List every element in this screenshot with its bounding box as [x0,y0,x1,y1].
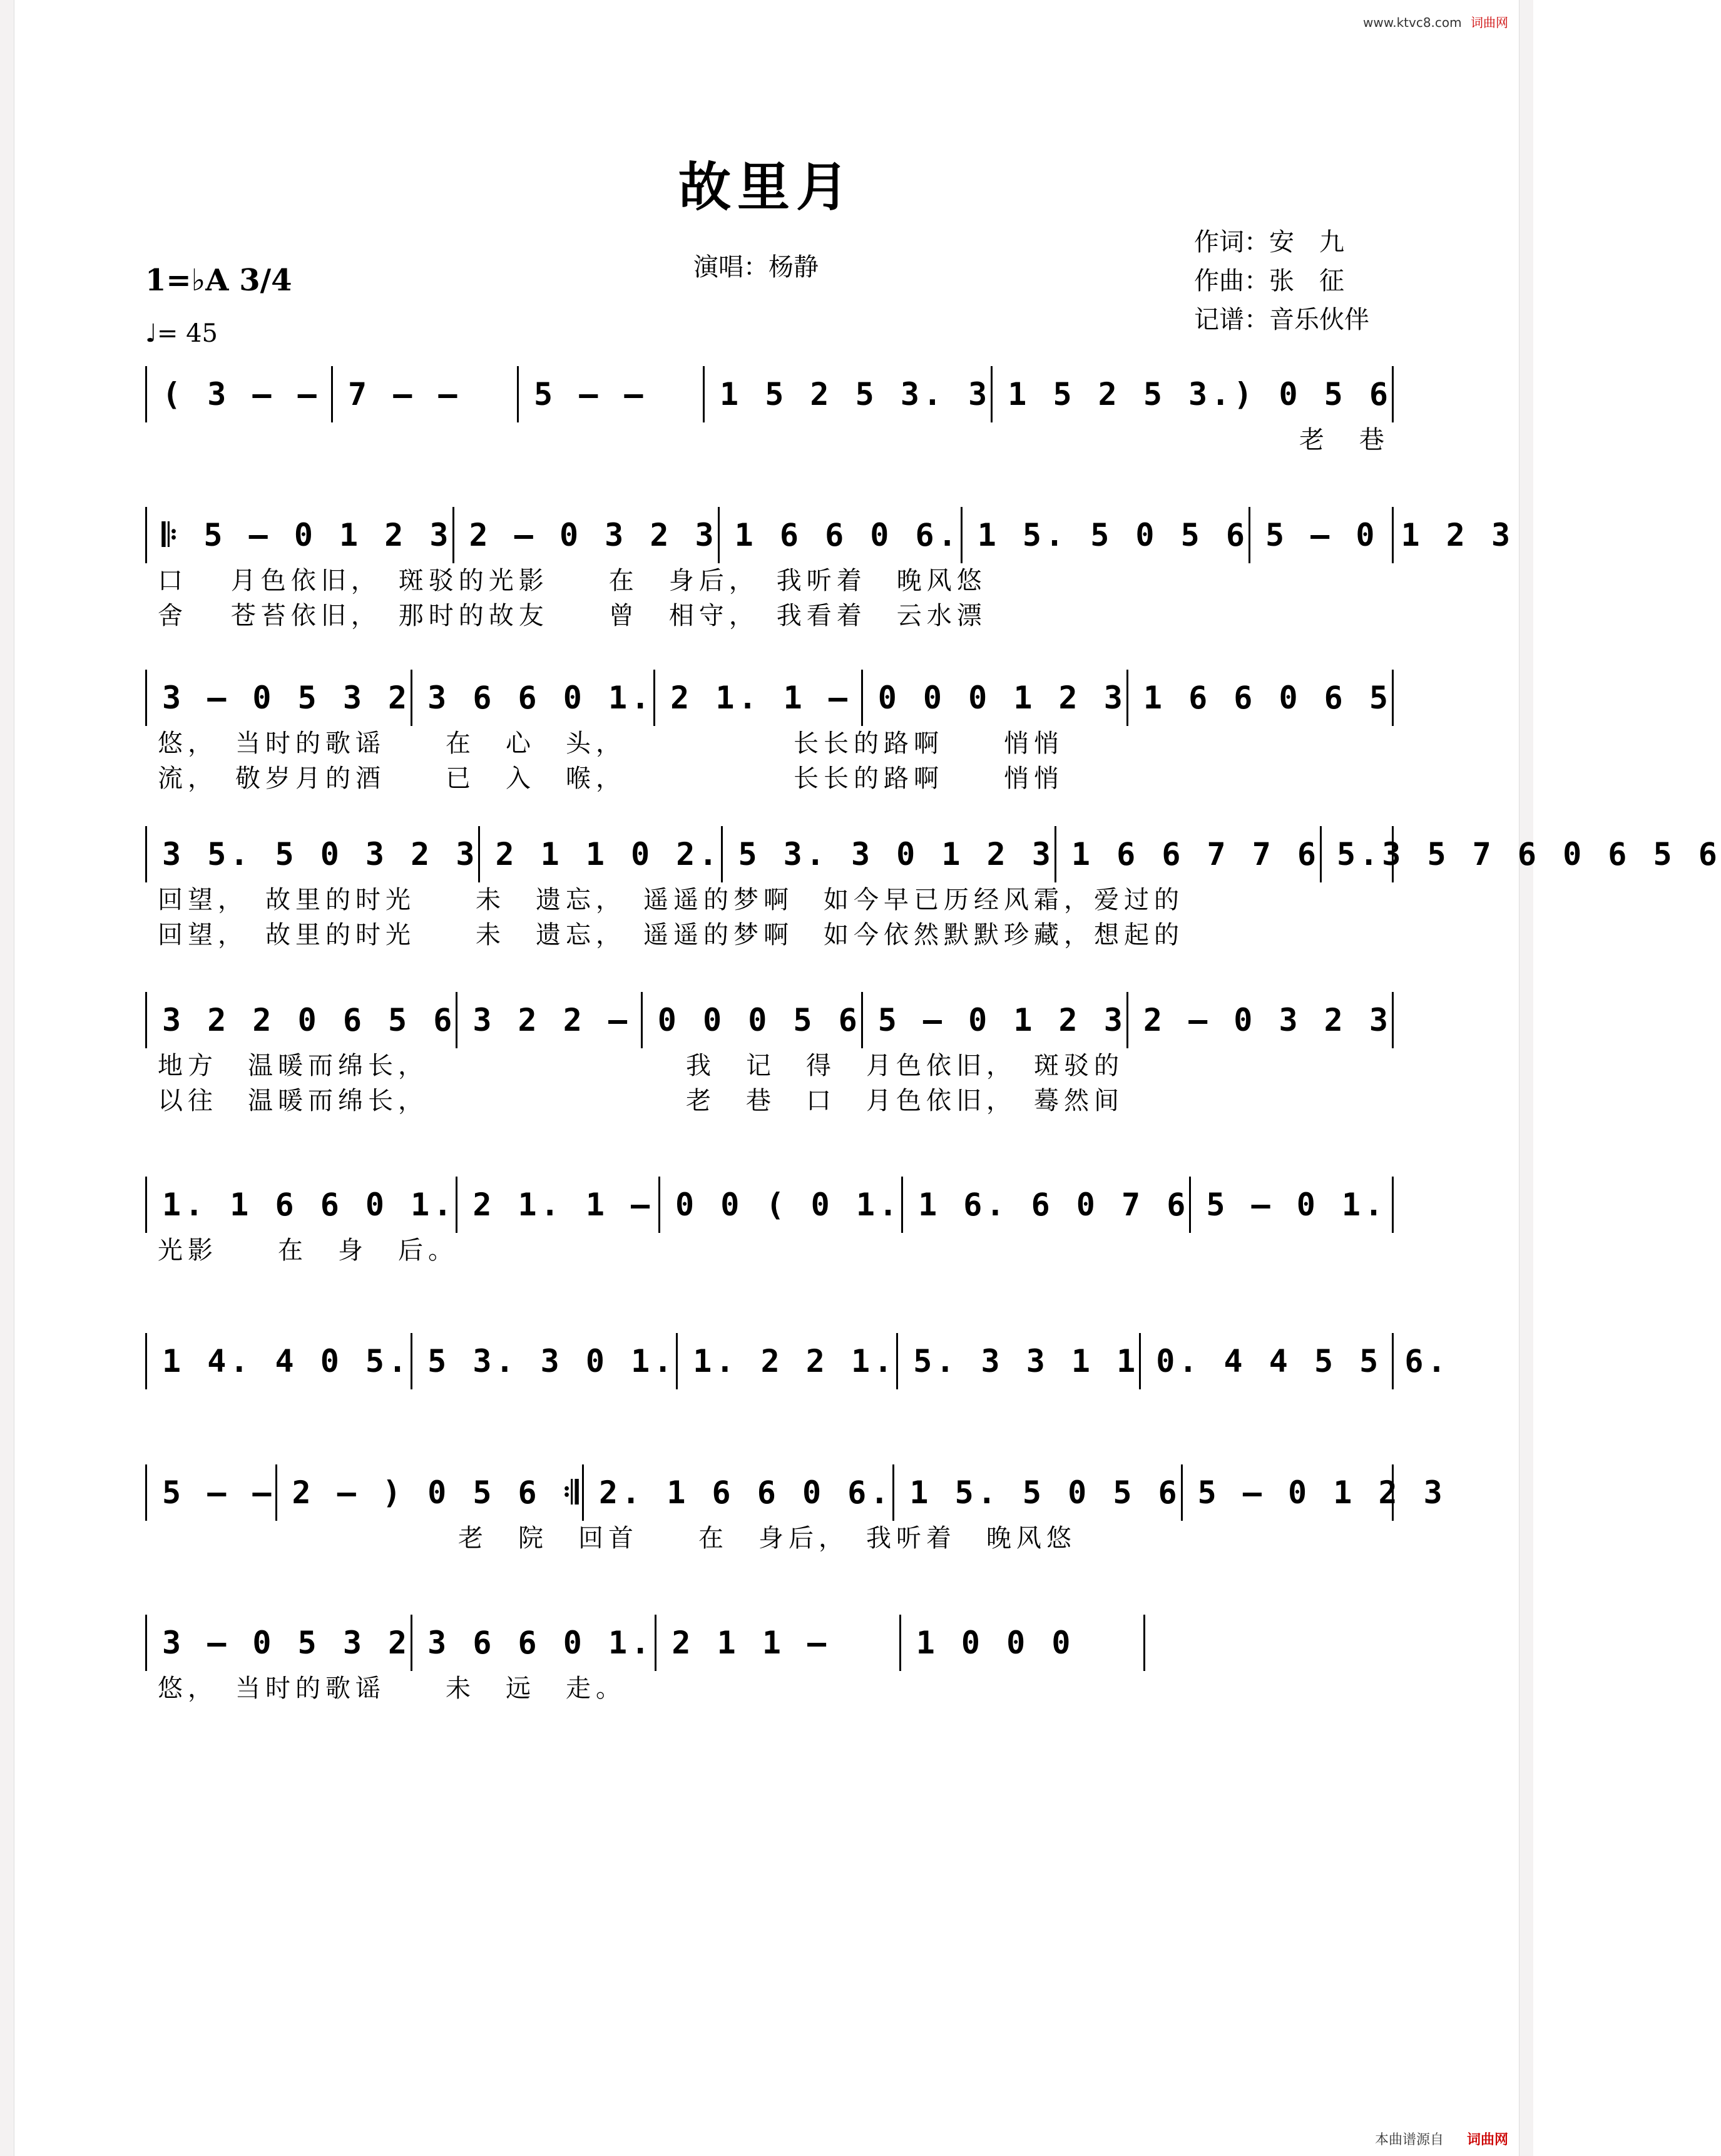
measure: 1 6 6 7 7 6 [1056,826,1322,882]
measure: 5 3. 3 0 1 2 3 [723,826,1056,882]
measure: 0 0 0 1 2 3 [863,670,1128,726]
site-brand-bottom: 词曲网 [1466,2132,1508,2148]
lyric-line: 口 月色依旧， 斑驳的光影 在 身后， 我听着 晚风悠 [158,566,987,595]
lyric-line: 老 巷 [158,426,1389,454]
notes-row [145,1464,1446,1521]
measure: 1 6 6 0 6. [720,507,963,563]
lyric-line: 舍 苍苔依旧， 那时的故友 曾 相守， 我看着 云水漂 [158,601,987,630]
song-title: 故里月 [678,156,855,218]
measure: 2. 1 6 6 0 6. [584,1464,894,1521]
score-system-6 [145,1177,1394,1268]
measure: 5.3 5 7 6 0 6 5 6 [1337,836,1721,872]
measure: 1 0 0 0 [916,1625,1075,1661]
measure: 3 2 2 0 6 5 6 [147,992,457,1048]
measure: 2 1. 1 – [655,670,863,726]
measure: 5 – 0 1 2 3 [1265,517,1514,553]
measure: 1. 1 6 6 0 1. [147,1177,457,1233]
lyric-line: 悠， 当时的歌谣 在 心 头， 长长的路啊 悄悄 [158,729,1064,758]
credits-block [1194,223,1369,339]
site-brand: 词曲网 [1471,15,1508,30]
notes-row [145,1177,1394,1233]
lyric-line: 以往 温暖而绵长， 老 巷 口 月色依旧， 蓦然间 [158,1086,1124,1115]
notes-row [145,826,1721,882]
lyric-line [145,1389,1394,1424]
measure: 3 2 2 – [457,992,642,1048]
measure: 1 6. 6 0 7 6 [903,1177,1191,1233]
score-system-9 [145,1615,1145,1706]
score-system-3 [145,670,1394,796]
score-system-1 [145,366,1394,457]
score-system-4 [145,826,1721,953]
notes-row [145,670,1394,726]
measure: 1 5. 5 0 5 6 [963,507,1250,563]
measure: 1. 2 2 1. [678,1333,898,1389]
measure: 5 – – [519,366,705,422]
left-margin-strip [0,0,14,2156]
measure: 2 1 1 – [656,1615,901,1671]
measure: 1 5. 5 0 5 6 [894,1464,1182,1521]
measure: 2 – 0 3 2 3 [454,507,720,563]
score-system-5 [145,992,1394,1118]
measure: 1 5 2 5 3.) 0 5 6 [1008,376,1392,412]
measure: 5 – – [147,1464,277,1521]
transcriber-credit: 记谱：音乐伙伴 [1194,305,1369,334]
lyric-line: 悠， 当时的歌谣 未 远 走。 [158,1674,626,1703]
measure: ( 3 – – [147,366,333,422]
lyric-line: 老 院 回首 在 身后， 我听着 晚风悠 [158,1524,1076,1553]
right-margin-strip [1519,0,1533,2156]
composer-credit: 作曲：张 征 [1194,267,1344,295]
measure: 1 4. 4 0 5. [147,1333,412,1389]
notes-row [145,507,1514,563]
measure: 1 5 2 5 3. 3 [705,366,993,422]
measure: 5 – 0 1. [1206,1187,1387,1223]
measure: 5 – 0 1 2 3 [863,992,1128,1048]
notes-row [145,992,1394,1048]
singer-credit: 演唱：杨静 [693,253,819,282]
lyricist-credit: 作词：安 九 [1194,228,1344,257]
score-system-7 [145,1333,1450,1424]
measure: 2 1 1 0 2. [480,826,723,882]
site-watermark-bottom [1375,2129,1508,2148]
measure: 1 6 6 0 6 5 [1143,680,1392,716]
measure: 2 1. 1 – [457,1177,660,1233]
lyric-line: 回望， 故里的时光 未 遗忘， 遥遥的梦啊 如今早已历经风霜，爱过的 [158,886,1184,914]
site-url: www.ktvc8.com [1362,15,1462,30]
measure: 5. 3 3 1 1 [898,1333,1141,1389]
score-system-8 [145,1464,1446,1556]
measure: 0. 4 4 5 5 6. [1156,1343,1450,1379]
measure: 5 – 0 1 2 3 [1197,1474,1446,1511]
source-note: 本曲谱源自 [1374,2132,1444,2148]
measure: 𝄆 5 – 0 1 2 3 [147,507,454,563]
measure: 2 – ) 0 5 6 𝄇 [277,1464,585,1521]
measure: 0 0 ( 0 1. [660,1177,903,1233]
measure: 3 6 6 0 1. [412,670,655,726]
key-signature: 1=♭A 3/4 [145,263,292,298]
lyric-line: 地方 温暖而绵长， 我 记 得 月色依旧， 斑驳的 [158,1051,1124,1080]
lyric-line: 光影 在 身 后。 [158,1236,458,1265]
measure: 3 – 0 5 3 2 [147,670,412,726]
measure: 3 – 0 5 3 2 [147,1615,412,1671]
notes-row [145,1615,1145,1671]
measure: 2 – 0 3 2 3 [1143,1002,1392,1038]
site-watermark-top [1363,13,1508,31]
measure: 5 3. 3 0 1. [412,1333,678,1389]
lyric-line: 流， 敬岁月的酒 已 入 喉， 长长的路啊 悄悄 [158,764,1064,793]
score-system-2 [145,507,1514,633]
lyric-line: 回望， 故里的时光 未 遗忘， 遥遥的梦啊 如今依然默默珍藏，想起的 [158,921,1184,949]
measure: 3 5. 5 0 3 2 3 [147,826,480,882]
measure: 7 – – [333,366,519,422]
notes-row [145,1333,1450,1389]
tempo-marking: ♩= 45 [145,319,218,348]
measure: 0 0 0 5 6 [643,992,863,1048]
notes-row [145,366,1394,422]
measure: 3 6 6 0 1. [412,1615,656,1671]
